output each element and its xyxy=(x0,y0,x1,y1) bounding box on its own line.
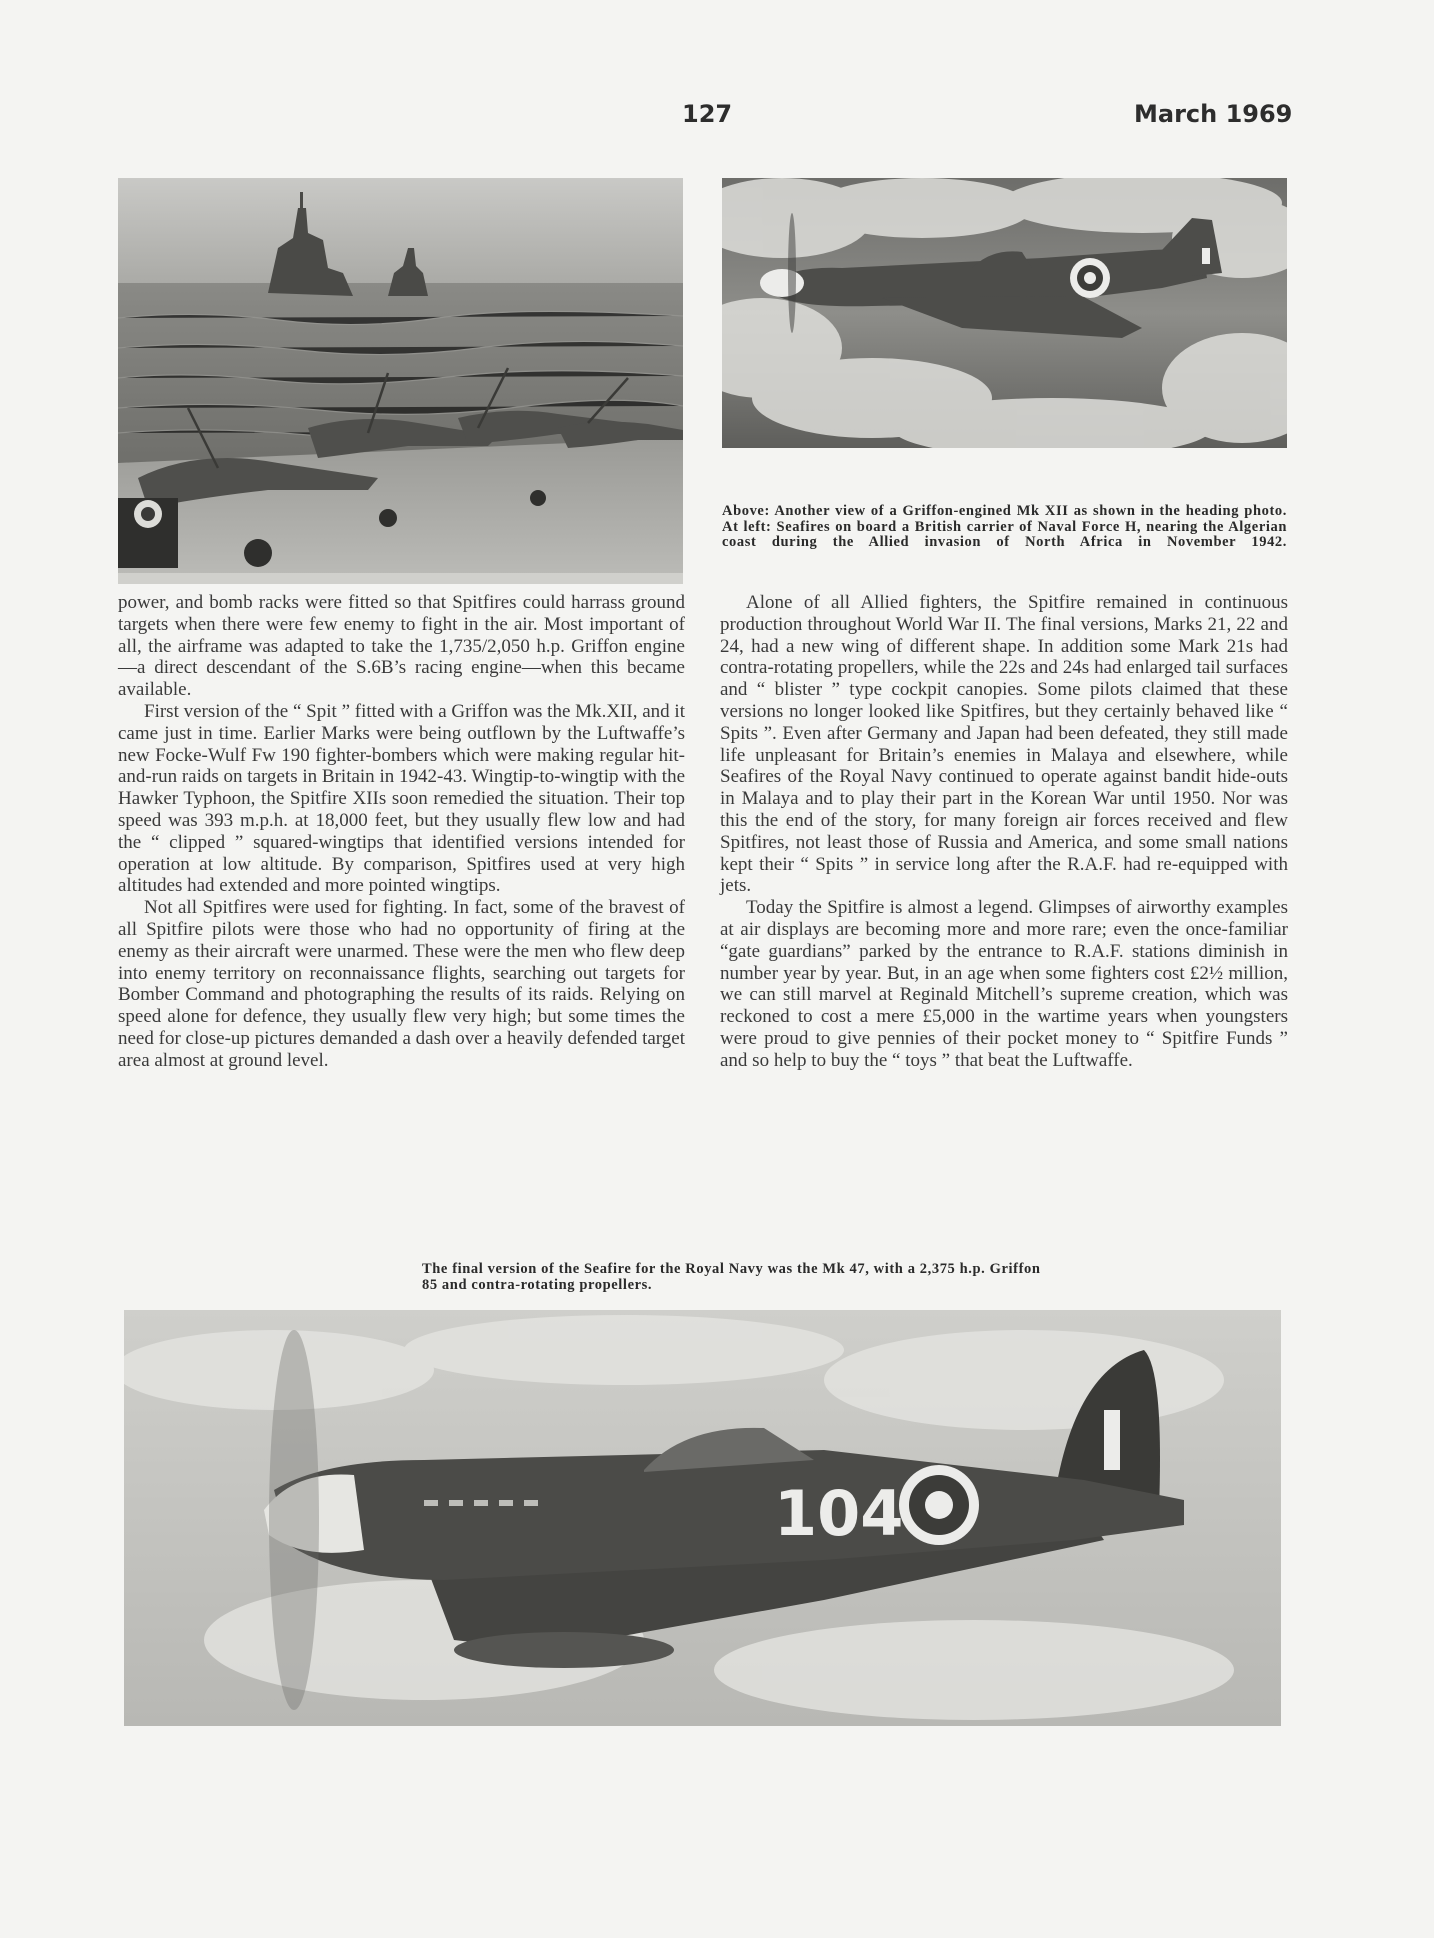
carrier-deck-photo xyxy=(118,178,683,584)
paragraph: Not all Spitfires were used for fighting. In fact, some of the bravest of all Spitfire pilots were those who had no opportunity of firing at the enemy as their aircraft were unarmed. These were the men who flew deep into enemy territory on reconnaissance flights, searching out targets for Bomber Command and photographing the results of its raids. Relying on speed alone for defence, they usually flew very high; but some times the need for close-up pictures demanded a dash over a heavily defended target area almost at ground level. xyxy=(118,897,685,1071)
paragraph: Today the Spitfire is almost a legend. Glimpses of airworthy examples at air displays are becoming more and more rare; even the once-familiar “gate guardians” parked by the entrance to R.A.F. stations diminish in number year by year. But, in an age when some fighters cost £2½ million, we can still marvel at Reginald Mitchell’s supreme creation, which was reckoned to cost a mere £5,000 in the wartime years when youngsters were proud to give pennies of their pocket money to “ Spitfire Funds ” and so help to buy the “ toys ” that beat the Luftwaffe. xyxy=(720,897,1288,1071)
photo-caption-bottom: The final version of the Seafire for the Royal Navy was the Mk 47, with a 2,375 h.p. Griffon 85 and contra-rotating propellers. xyxy=(422,1261,1041,1293)
seafire-mk47-photo xyxy=(124,1310,1281,1726)
paragraph: Alone of all Allied fighters, the Spitfire remained in continuous production throughout World War II. The final versions, Marks 21, 22 and 24, had a new wing of different shape. In addition some Mark 21s had contra-rotating propellers, while the 22s and 24s had enlarged tail surfaces and “ blister ” type cockpit canopies. Some pilots claimed that these versions no longer looked like Spitfires, but they certainly behaved like “ Spits ”. Even after Germany and Japan had been defeated, they still made life unpleasant for Britain’s enemies in Malaya and elsewhere, while Seafires of the Royal Navy continued to operate against bandit hide-outs in Malaya and to play their part in the Korean War until 1950. Nor was this the end of the story, for many foreign air forces received and flew Spitfires, not least those of Russia and America, and some small nations kept their “ Spits ” in service long after the R.A.F. had re-equipped with jets. xyxy=(720,592,1288,897)
issue-date: March 1969 xyxy=(1134,100,1293,128)
paragraph: power, and bomb racks were fitted so that Spitfires could harrass ground targets when there were few enemy to fight in the air. Most important of all, the airframe was adapted to take the 1,735/2,050 h.p. Griffon engine—a direct descendant of the S.6B’s racing engine—when this became available. xyxy=(118,592,685,701)
spitfire-flight-photo xyxy=(722,178,1287,448)
page-number: 127 xyxy=(682,100,733,128)
article-column-left xyxy=(118,592,685,1072)
photo-caption-top: Above: Another view of a Griffon-engined Mk XII as shown in the heading photo. At left: Seafires on board a British carrier of Naval Force H, nearing the Algerian coast during the Allied invasion of North Africa in November 1942. xyxy=(722,503,1287,550)
paragraph: First version of the “ Spit ” fitted with a Griffon was the Mk.XII, and it came just in time. Earlier Marks were being outflown by the Luftwaffe’s new Focke-Wulf Fw 190 fighter-bombers which were making regular hit-and-run raids on targets in Britain in 1942-43. Wingtip-to-wingtip with the Hawker Typhoon, the Spitfire XIIs soon remedied the situation. Their top speed was 393 m.p.h. at 18,000 feet, but they usually flew low and had the “ clipped ” squared-wingtips that identified versions intended for operation at low altitude. By comparison, Spitfires used at very high altitudes had extended and more pointed wingtips. xyxy=(118,700,685,897)
article-column-right xyxy=(720,592,1288,1072)
aircraft-code: 104 xyxy=(774,1477,904,1550)
